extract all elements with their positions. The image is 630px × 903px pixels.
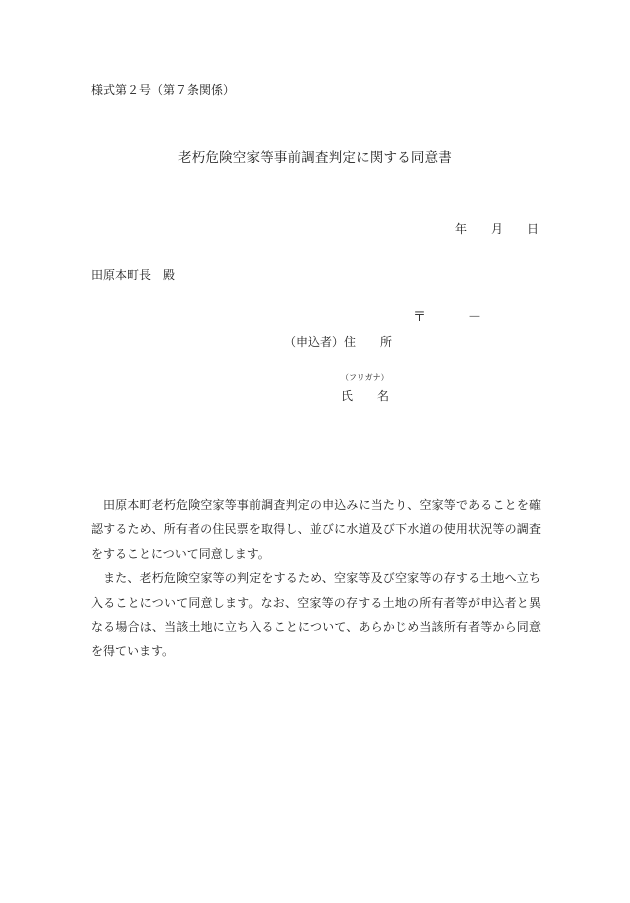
date-day-label: 日 bbox=[527, 222, 540, 236]
name-label-second: 名 bbox=[377, 389, 390, 403]
address-label-second: 所 bbox=[380, 335, 393, 349]
form-number: 様式第２号（第７条関係） bbox=[91, 83, 236, 97]
postal-dash: － bbox=[468, 310, 482, 325]
date-month-label: 月 bbox=[491, 222, 504, 236]
name-label-first: 氏 bbox=[341, 389, 354, 403]
consent-body bbox=[91, 493, 541, 664]
addressee: 田原本町長 殿 bbox=[91, 268, 176, 282]
address-label-first: 住 bbox=[344, 335, 357, 349]
consent-paragraph-2: また、老朽危険空家等の判定をするため、空家等及び空家等の存する土地へ立ち入ることについて同意します。なお、空家等の存する土地の所有者等が申込者と異なる場合は、当該土地に立ち入ることについて、あらかじめ当該所有者等から同意を得ています。 bbox=[91, 571, 541, 659]
date-line bbox=[455, 222, 539, 236]
document-title: 老朽危険空家等事前調査判定に関する同意書 bbox=[178, 150, 452, 166]
postal-mark: 〒 bbox=[413, 310, 427, 325]
furigana-label: （フリガナ） bbox=[341, 373, 389, 382]
date-year-label: 年 bbox=[455, 222, 468, 236]
applicant-role-label: （申込者） bbox=[284, 335, 345, 349]
applicant-address-line bbox=[284, 335, 392, 349]
applicant-name-line bbox=[341, 389, 389, 403]
consent-paragraph-1: 田原本町老朽危険空家等事前調査判定の申込みに当たり、空家等であることを確認するため、所有者の住民票を取得し、並びに水道及び下水道の使用状況等の調査をすることについて同意します。 bbox=[91, 498, 541, 561]
postal-code-line bbox=[413, 311, 481, 325]
